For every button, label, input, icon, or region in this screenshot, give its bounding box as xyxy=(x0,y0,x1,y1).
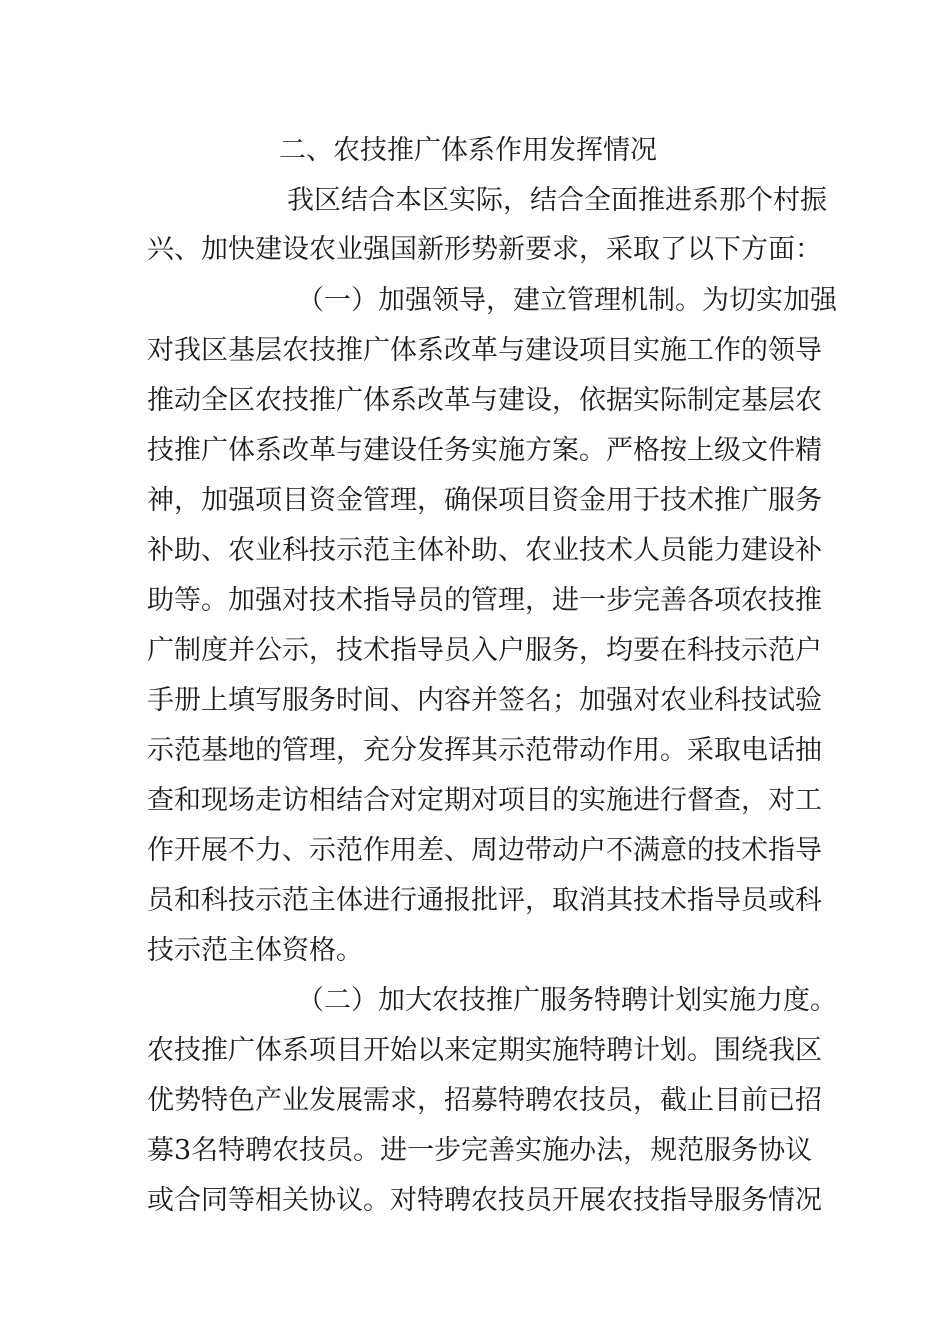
paragraph-line: （二）加大农技推广服务特聘计划实施力度。 xyxy=(297,985,837,1016)
paragraph-line: 农技推广体系项目开始以来定期实施特聘计划。围绕我区 xyxy=(147,1035,822,1066)
paragraph-line: 员和科技示范主体进行通报批评，取消其技术指导员或科 xyxy=(147,885,822,916)
paragraph-line: 神，加强项目资金管理，确保项目资金用于技术推广服务 xyxy=(147,485,822,516)
paragraph-line: 募3名特聘农技员。进一步完善实施办法，规范服务协议 xyxy=(147,1135,813,1166)
paragraph-line: 补助、农业科技示范主体补助、农业技术人员能力建设补 xyxy=(147,535,822,566)
paragraph-line: 作开展不力、示范作用差、周边带动户不满意的技术指导 xyxy=(147,835,822,866)
paragraph-line: 我区结合本区实际，结合全面推进系那个村振 xyxy=(287,185,827,216)
section-heading: 二、农技推广体系作用发挥情况 xyxy=(279,135,657,166)
paragraph-line: 推动全区农技推广体系改革与建设，依据实际制定基层农 xyxy=(147,385,822,416)
paragraph-line: 广制度并公示，技术指导员入户服务，均要在科技示范户 xyxy=(147,635,822,666)
paragraph-line: 兴、加快建设农业强国新形势新要求，采取了以下方面： xyxy=(147,234,822,265)
paragraph-line: （一）加强领导，建立管理机制。为切实加强 xyxy=(297,285,837,316)
paragraph-line: 助等。加强对技术指导员的管理，进一步完善各项农技推 xyxy=(147,585,822,616)
paragraph-line: 手册上填写服务时间、内容并签名；加强对农业科技试验 xyxy=(147,685,822,716)
paragraph-line: 优势特色产业发展需求，招募特聘农技员，截止目前已招 xyxy=(147,1085,822,1116)
paragraph-line: 技推广体系改革与建设任务实施方案。严格按上级文件精 xyxy=(147,435,822,466)
paragraph-line: 查和现场走访相结合对定期对项目的实施进行督查，对工 xyxy=(147,785,822,816)
paragraph-line: 技示范主体资格。 xyxy=(147,935,363,966)
paragraph-line: 示范基地的管理，充分发挥其示范带动作用。采取电话抽 xyxy=(147,735,822,766)
paragraph-line: 对我区基层农技推广体系改革与建设项目实施工作的领导 xyxy=(147,335,822,366)
paragraph-line: 或合同等相关协议。对特聘农技员开展农技指导服务情况 xyxy=(147,1185,822,1216)
